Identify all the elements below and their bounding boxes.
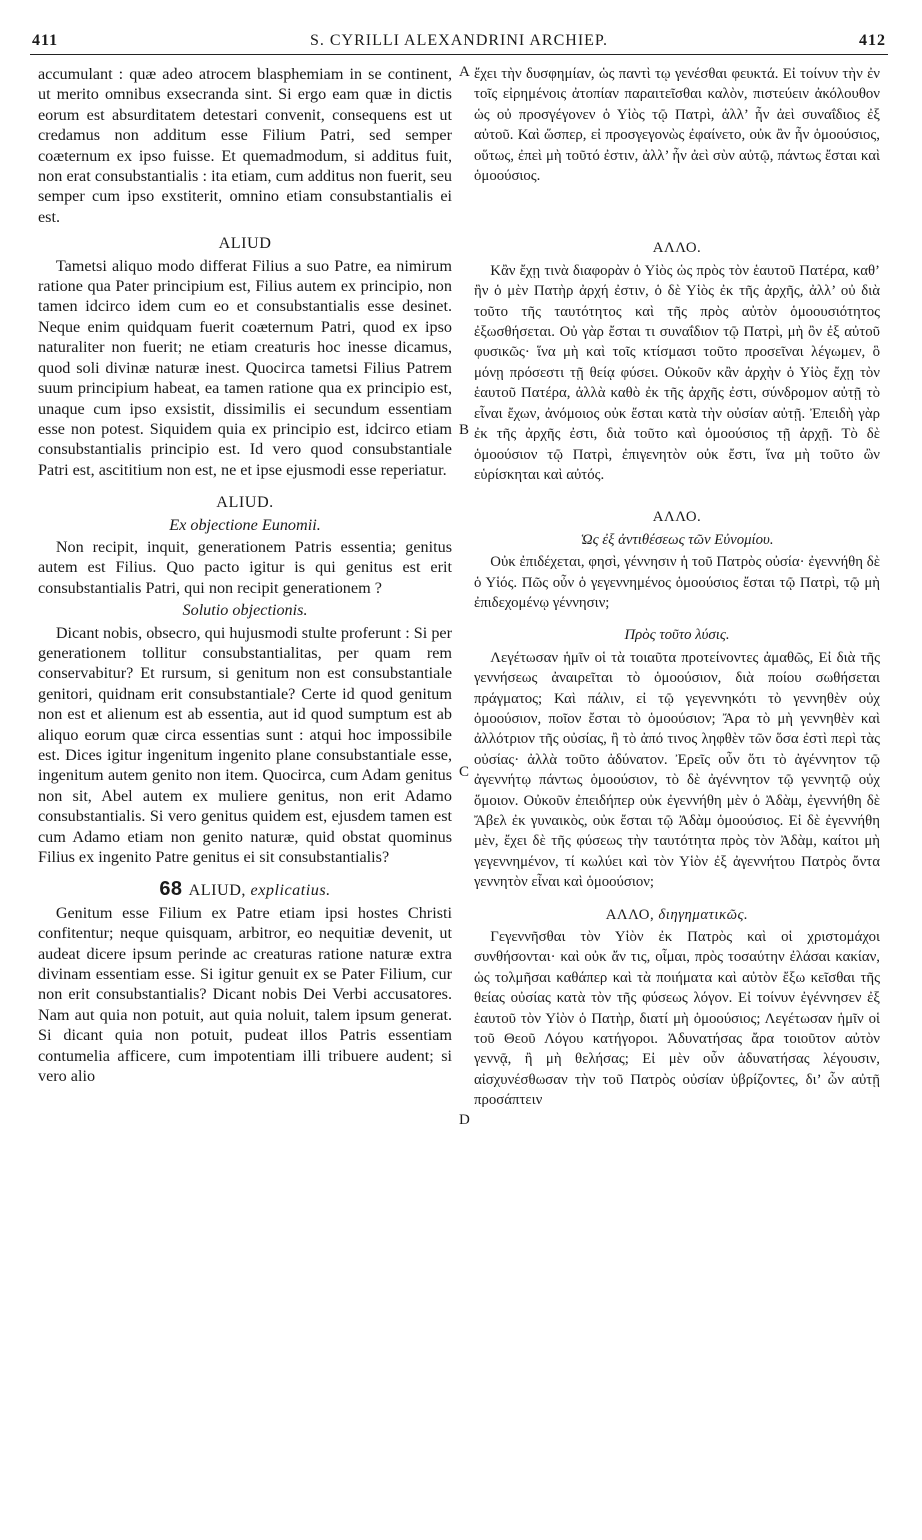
column-number: 68	[159, 878, 183, 901]
section-heading-italic: explicatius.	[250, 881, 331, 900]
page-number-right: 412	[859, 32, 886, 49]
spacer	[474, 485, 880, 495]
latin-column	[38, 64, 452, 1514]
greek-paragraph: ἔχει τὴν δυσφημίαν, ὡς παντὶ τῳ γενέσθαι φευκτά. Εἰ τοίνυν τὴν ἐν τοῖς εἰρημένοις ἀτοπίαν παραιτεῖσθαι καλὸν, πιστεύειν ἀκόλουθον ὡς οὐ προσγέγονεν ὁ Υἱὸς τῷ Πατρὶ, ἀλλ’ ἦν ἀεὶ συναΐδιος ἐξ αὐτοῦ. Καὶ ὥσπερ, εἰ προσγεγονὼς ἐφαίνετο, οὐκ ἂν ἦν ὁμοούσιος, οὕτως, ἐπεὶ μὴ τοῦτό ἐστιν, ἀλλ’ ἦν ἀεὶ σὺν αὐτῷ, πάντως ἔσται καὶ ὁμοούσιος.	[474, 66, 880, 185]
section-heading-text: ALIUD,	[188, 881, 246, 900]
section-heading-text: ΑΛΛΟ,	[605, 906, 655, 923]
section-heading: ΑΛΛΟ.	[652, 509, 702, 526]
spacer	[474, 613, 880, 623]
latin-paragraph: Dicant nobis, obsecro, qui hujusmodi stulte proferunt : Si per generationem tollitur consubstantialitas, per quam rem conservabitur? Et rursum, si genitum non est consubstantiale genitori, quidnam erit consubstantiale? Certe id quod genitum non est et alienum est ab essentia, aut id quod sumptum est ab aliquo eorum quæ circa essentias sunt : atqui hoc impossibile est. Dices igitur ingenitum ingenito plane consubstantiale esse, ingenitum autem genito non item. Quocirca, cum Adam genitus non sit, Abel autem ex muliere genitus, non erit Adamo consubstantialis. Si vero genitus quidem est, ejusdem tamen est cum Adamo etiam non genito naturæ, quid obstat quominus Filius ex ingenito Patre genitus ei sit consubstantialis?	[38, 623, 452, 867]
spacer	[474, 186, 880, 226]
section-subheading: Ex objectione Eunomii.	[169, 515, 321, 534]
section-subheading: Solutio objectionis.	[182, 601, 308, 620]
latin-paragraph: accumulant : quæ adeo atrocem blasphemiam in se continent, ut merito omnibus exsecranda sint. Si ergo eam quæ in dictis eorum est absurditatem detestari convenit, consequens est ut credamus non additum esse Filium Patri, sed semper coæternum ex ipso fuisse. Et quemadmodum, si additus fuit, non erat consubstantialis : ita etiam, cum additus non fuerit, seu semper cum ipso exstiterit, omnino etiam consubstantialis ei est.	[38, 65, 452, 226]
latin-paragraph: Genitum esse Filium ex Patre etiam ipsi hostes Christi confitentur; neque quisquam, arbitror, eo nequitiæ devenit, ut audeat dicere ipsum perinde ac creaturas ratione naturæ extra divinam essentiam esse. Si igitur genuit ex se Pater Filium, cur non erit consubstantialis? Dicant nobis Dei Verbi accusatores. Nam aut quia non potuit, aut quia noluit, talem ipsum generat. Si dicant quia non potuit, pudeat illos Patris essentiam contumelia afficere, cum impotentiam illi tribuere audent; si vero alio	[38, 903, 452, 1086]
greek-paragraph: Γεγεννῆσθαι τὸν Υἱὸν ἐκ Πατρὸς καὶ οἱ χριστομάχοι συνθήσονται· καὶ οὐκ ἄν τις, οἶμαι, πρὸς τοσαύτην ἐλάσαι κακίαν, ὡς τολμῆσαι καθάπερ καὶ τὰ ποιήματα καὶ αὐτὸν ἔξω κεῖσθαι τῆς θείας οὐσίας κατὰ τὸν τῆς φύσεως λόγον. Εἰ τοίνυν ἐγέννησεν ἐξ ἑαυτοῦ τὸν Υἱὸν ὁ Πατὴρ, διατί μὴ ὁμοούσιος; Λεγέτωσαν ἡμῖν οἱ τοῦ Θεοῦ Λόγου κατήγοροι. Ἀδυνατήσας ἄρα τοιοῦτον αὐτὸν γεννᾷ, ἢ μὴ θελήσας; Εἰ μὲν οὖν ἀδυνατήσας λέγουσιν, αἰσχυνέσθωσαν τὴν τοῦ Πατρὸς οὐσίαν ὑβρίζοντες, δι’ ὧν αὐτῇ προσάπτειν	[474, 929, 880, 1109]
running-title: S. CYRILLI ALEXANDRINI ARCHIEP.	[309, 32, 609, 49]
page-number-left: 411	[32, 32, 59, 49]
section-heading: ΑΛΛΟ.	[652, 240, 702, 257]
section-subheading: Ὡς ἐξ ἀντιθέσεως τῶν Εὐνομίου.	[580, 531, 774, 548]
margin-marker-b: B	[459, 422, 470, 438]
greek-column	[474, 64, 880, 1514]
greek-paragraph: Λεγέτωσαν ἡμῖν οἱ τὰ τοιαῦτα προτείνοντες ἀμαθῶς, Εἰ διὰ τῆς γεννήσεως ἀναιρεῖται τὸ ὁμοούσιον, διὰ ποίου σωθήσεται πράγματος; Καὶ πάλιν, εἰ τῷ γεγεννηκότι τὸ γεννηθὲν οὐχ ὁμοούσιον, ποῖον ἔσται τὸ ὁμοούσιον; Ἄρα τὸ μὴ γεννηθὲν καὶ ἀλλότριον τῆς οὐσίας, ἢ τὸ ἀπό τινος ληφθὲν τῶν ὅσα ἐστὶ περὶ τὰς οὐσίας· ἀλλὰ τοῦτο ἀδύνατον. Ἐρεῖς οὖν ὅτι τὸ ἀγέννητον τῷ ἀγεννήτῳ πάντως ὁμοούσιον, τὸ δὲ ἀγέννητον τῷ γεννητῷ οὐχ ὅμοιον. Οὐκοῦν ἐπειδήπερ οὐκ ἐγεννήθη μὲν ὁ Ἀδὰμ, ἐγεννήθη δὲ Ἄβελ ἐκ γυναικὸς, οὐκ ἔσται τῷ Ἀδὰμ ὁμοούσιος. Εἰ δὲ ἐγεννήθη μὲν, ἔχει δὲ τῆς φύσεως τὴν ταυτότητα πρὸς τὸν Ἀδὰμ, καίτοι μὴ γεγεννημένον, τί κωλύει καὶ τὸν Υἱὸν ἐξ ἀγεννήτου Πατρὸς ὄντα γεννητὸν εἶναι καὶ ὁμοούσιον;	[474, 649, 880, 891]
section-heading: ALIUD	[218, 234, 272, 253]
margin-marker-d: D	[459, 1112, 470, 1128]
section-heading	[38, 879, 452, 900]
margin-marker-c: C	[459, 764, 470, 780]
greek-paragraph: Κἂν ἔχῃ τινὰ διαφορὰν ὁ Υἱὸς ὡς πρὸς τὸν ἑαυτοῦ Πατέρα, καθ’ ἣν ὁ μὲν Πατὴρ ἀρχή ἐστιν, ὁ δὲ Υἱὸς ἐκ τῆς ἀρχῆς, ἀλλ’ οὐ διὰ τοῦτο τῆς ταυτότητος καὶ τῆς πρὸς αὐτὸν ὁμοουσιότητος ἐξωσθήσεται. Οὐ γὰρ ἔσται τι συναΐδιον τῷ Πατρὶ, μὴ ὂν ἐξ αὐτοῦ φυσικῶς· ἵνα μὴ καὶ τοῖς κτίσμασι τοῦτο προσεῖναι λέγωμεν, ὃ μόνῃ πρόσεστι τῇ θείᾳ φύσει. Οὐκοῦν κἂν ἀρχὴν ὁ Υἱὸς ἔχῃ τὸν ἑαυτοῦ Πατέρα, ἀλλὰ καθὸ ἐκ τῆς ἀρχῆς ἐστι, σύνδρομον αὐτῇ τὸ εἶναι ἔχων, ἀνόμοιος οὐκ ἔσται κατὰ τὴν οὐσίαν αὐτῇ. Ἐπειδὴ γὰρ ἐκ τῆς ἀρχῆς ἐστι, διὰ τοῦτο καὶ ὁμοούσιος τῇ ἀρχῇ. Τὸ δὲ ὁμοούσιον τῷ Πατρὶ, ἐπιγενητὸν οὐκ ἔστι, ἵνα μὴ τοῦτο ὢν εὑρίσκηται καὶ αὐτός.	[474, 262, 880, 483]
section-subheading: Πρὸς τοῦτο λύσις.	[624, 627, 730, 644]
section-heading-italic: διηγηματικῶς.	[658, 906, 749, 923]
running-header	[30, 30, 888, 55]
section-heading: ALIUD.	[216, 493, 274, 512]
latin-paragraph: Non recipit, inquit, generationem Patris essentia; genitus autem est Filius. Quo pacto igitur is qui genitus est erit consubstantialis Patri, qui non recipit generationem ?	[38, 537, 452, 597]
greek-paragraph: Οὐκ ἐπιδέχεται, φησὶ, γέννησιν ἡ τοῦ Πατρὸς οὐσία· ἐγεννήθη δὲ ὁ Υἱός. Πῶς οὖν ὁ γεγεννημένος ὁμοούσιος ἔσται τῷ Πατρὶ, τῷ μὴ ἐπιδεχομένῳ γέννησιν;	[474, 554, 880, 611]
margin-marker-a: A	[459, 64, 470, 80]
section-heading	[474, 905, 880, 925]
latin-paragraph: Tametsi aliquo modo differat Filius a suo Patre, ea nimirum ratione qua Pater principium est, Filius autem ex principio, non tamen idcirco idem cum eo et consubstantialis esse desinet. Neque enim quidquam fuerit coæternum Patri, quod ex ipso naturaliter non fuerit; ne etiam creaturis hoc inesse dicamus, quod soli divinæ naturæ inest. Quocirca tametsi Filius Patrem suum principium habeat, ea tamen ratione qua ex principio est, unaque cum ipso exsistit, dissimilis ei secundum essentiam esse non potest. Siquidem quia ex principio est, idcirco etiam consubstantialis principio est. Id vero quod consubstantiale Patri est, ascititium non est, ne et ipse ejusmodi esse reperiatur.	[38, 256, 452, 479]
